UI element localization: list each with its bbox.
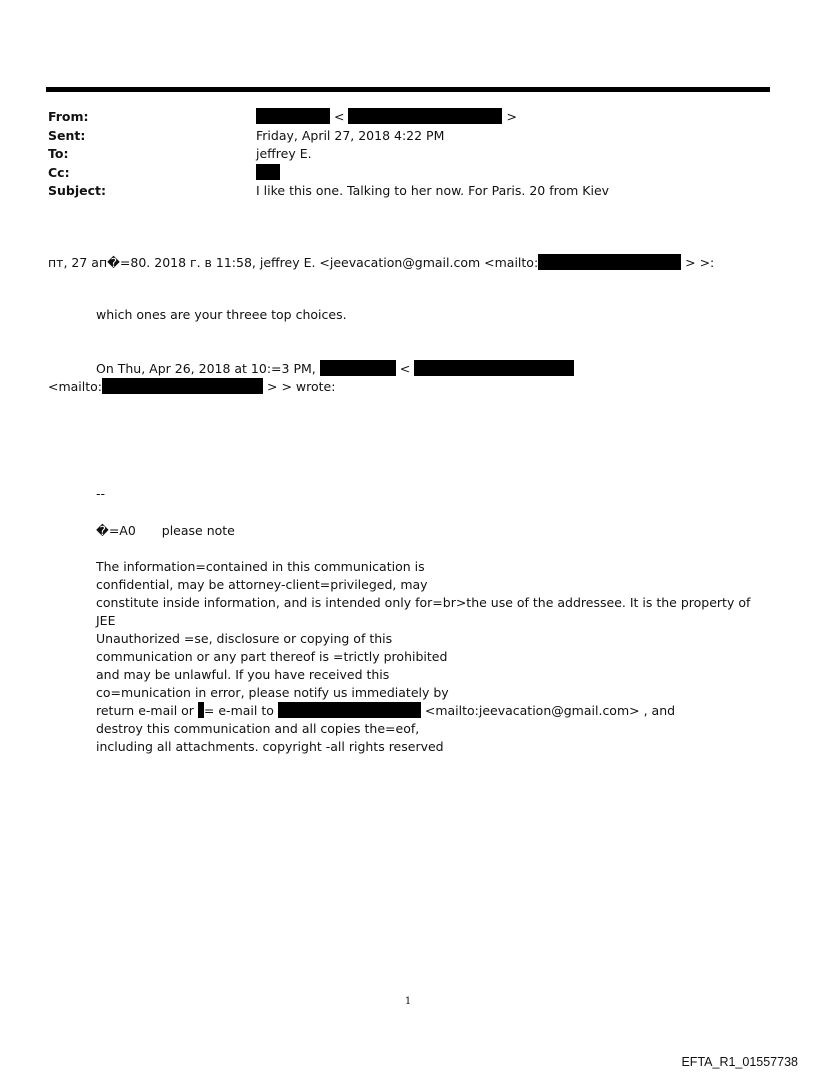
from-open-bracket: < — [333, 109, 345, 124]
note-text: please note — [161, 523, 235, 538]
notice-line: co=munication in error, please notify us immediately by — [96, 685, 449, 700]
notice-line: JEE — [96, 613, 116, 628]
mailto-prefix: <mailto: — [48, 379, 103, 394]
quoted-header-line — [96, 360, 574, 378]
page-number: 1 — [404, 996, 412, 1007]
redaction-box — [102, 378, 263, 394]
notice-line: including all attachments. copyright -all rights reserved — [96, 739, 444, 754]
sent-value: Friday, April 27, 2018 4:22 PM — [256, 127, 445, 143]
quoted-mailto-line — [48, 378, 335, 396]
notice-mailto-text: <mailto:jeevacation@gmail.com> , and — [424, 703, 676, 718]
note-code: �=A0 — [96, 523, 136, 538]
notice-line: and may be unlawful. If you have received this — [96, 667, 390, 682]
redaction-box — [538, 254, 681, 270]
reply-line-prefix: пт, 27 ап�=80. 2018 г. в 11:58, jeffrey E. <jeevacation@gmail.com <mailto: — [48, 255, 539, 270]
mailto-suffix: > > wrote: — [267, 379, 336, 394]
notice-line: confidential, may be attorney-client=privileged, may — [96, 577, 428, 592]
from-value — [256, 108, 517, 127]
notice-line: Unauthorized =se, disclosure or copying of this — [96, 631, 393, 646]
notice-line: The information=contained in this communication is — [96, 559, 425, 574]
document-id: EFTA_R1_01557738 — [681, 1055, 798, 1069]
subject-label: Subject: — [48, 183, 106, 198]
reply-line — [48, 254, 714, 272]
subject-value: I like this one. Talking to her now. For Paris. 20 from Kiev — [256, 183, 610, 198]
notice-return-text: return e-mail or — [96, 703, 194, 718]
notice-line: destroy this communication and all copies the=eof, — [96, 721, 420, 736]
reply-line-suffix: > >: — [685, 255, 715, 270]
redaction-box — [278, 702, 421, 718]
notice-email-to-text: = e-mail to — [203, 703, 274, 718]
header-rule — [46, 87, 770, 92]
sent-label: Sent: — [48, 127, 86, 143]
notice-line: constitute inside information, and is intended only for=br>the use of the addressee. It is the property of — [96, 595, 751, 610]
quoted-prefix: On Thu, Apr 26, 2018 at 10:=3 PM, — [96, 361, 316, 376]
cc-label: Cc: — [48, 164, 70, 180]
redaction-box — [348, 108, 502, 124]
redaction-box — [320, 360, 396, 376]
note-line — [96, 522, 235, 540]
signature-dashes: -- — [96, 486, 106, 501]
to-label: To: — [48, 146, 69, 161]
redaction-box — [256, 164, 280, 180]
notice-line: communication or any part thereof is =trictly prohibited — [96, 649, 448, 664]
from-close-bracket: > — [506, 109, 517, 124]
redaction-box — [256, 108, 330, 124]
confidentiality-notice — [96, 558, 750, 756]
question-line: which ones are your threee top choices. — [96, 307, 347, 322]
quoted-open-bracket: < — [399, 361, 411, 376]
redaction-box — [414, 360, 574, 376]
notice-line — [96, 702, 750, 720]
to-value: jeffrey E. — [256, 146, 312, 161]
from-label: From: — [48, 109, 89, 124]
cc-value — [256, 164, 280, 183]
